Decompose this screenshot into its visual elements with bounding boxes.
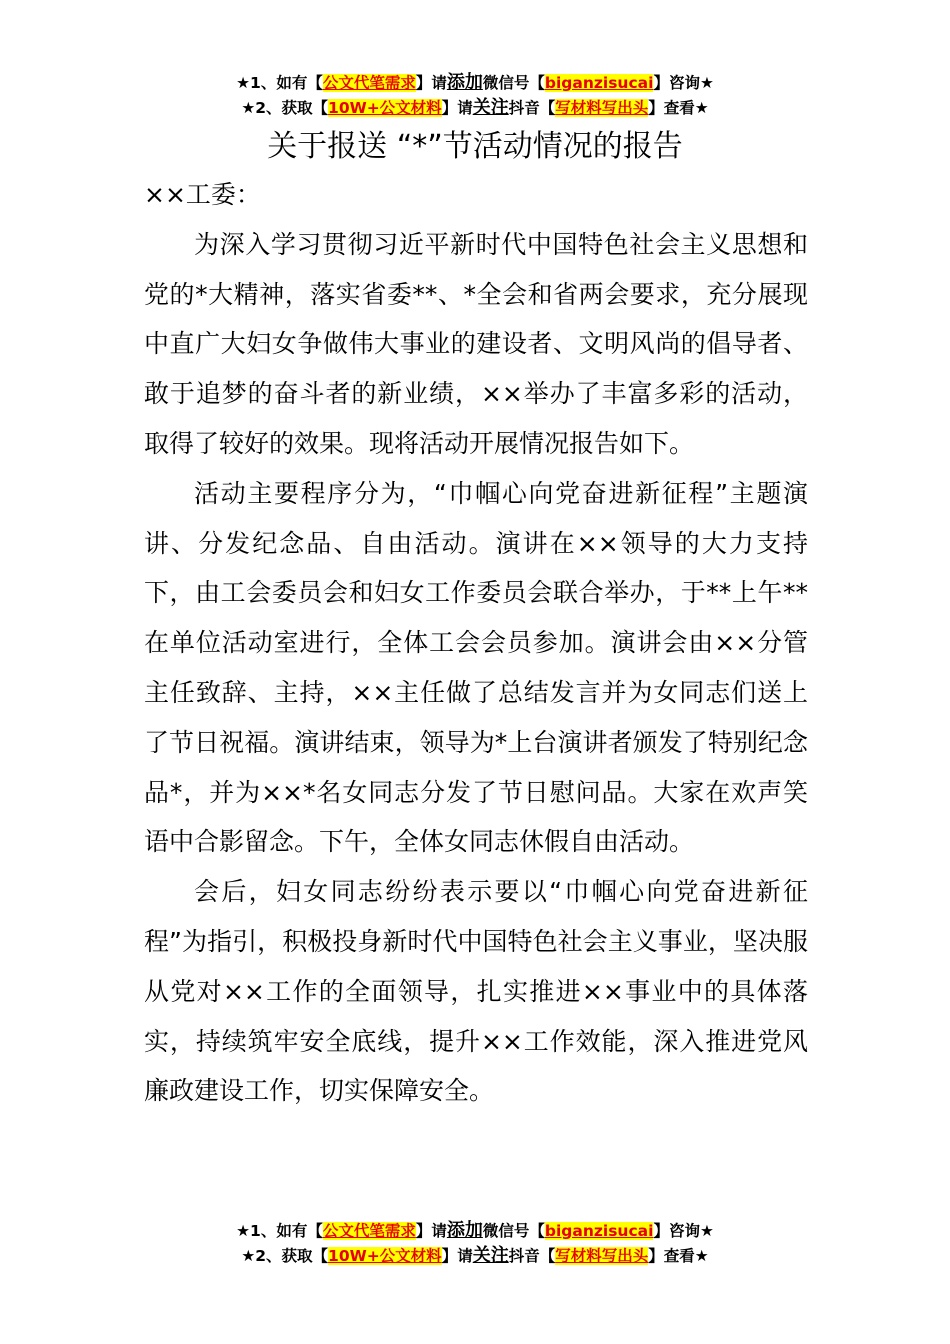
banner-line-1 [0, 1218, 950, 1243]
paragraph: 会后，妇女同志纷纷表示要以“巾帼心向党奋进新征程”为指引，积极投身新时代中国特色社会主义事业，坚决服从党对××工作的全面领导，扎实推进××事业中的具体落实，持续筑牢安全底线，提升××工作效能，深入推进党风廉政建设工作，切实保障安全。 [144, 877, 808, 1106]
banner-text: 微信号【 [482, 1222, 545, 1240]
banner-emphasis: 添加 [446, 72, 483, 93]
top-banner [0, 70, 950, 120]
salutation: ××工委： [144, 180, 261, 209]
banner-text: 】查看★ [648, 99, 709, 117]
banner-text: ★1、如有【 [236, 74, 323, 92]
banner-text: 】请 [415, 1222, 447, 1240]
highlight-douyin: 写材料写出头 [555, 99, 649, 117]
highlight-ghostwriting: 公文代笔需求 [322, 1222, 416, 1240]
banner-text: 】查看★ [648, 1247, 709, 1265]
bottom-banner [0, 1218, 950, 1268]
banner-text: 】请 [441, 99, 473, 117]
highlight-materials: 10W+公文材料 [328, 1247, 442, 1265]
banner-text: 】咨询★ [653, 74, 714, 92]
paragraph: 为深入学习贯彻习近平新时代中国特色社会主义思想和党的*大精神，落实省委**、*全会和省两会要求，充分展现中直广大妇女争做伟大事业的建设者、文明风尚的倡导者、敢于追梦的奋斗者的新业绩，××举办了丰富多彩的活动，取得了较好的效果。现将活动开展情况报告如下。 [144, 229, 808, 458]
banner-line-1 [0, 70, 950, 95]
highlight-wechat-id: biganzisucai [544, 74, 654, 92]
banner-emphasis: 关注 [472, 1245, 509, 1266]
banner-line-2 [0, 1243, 950, 1268]
banner-text: 抖音【 [508, 99, 556, 117]
banner-emphasis: 关注 [472, 97, 509, 118]
banner-text: 】请 [415, 74, 447, 92]
banner-line-2 [0, 95, 950, 120]
banner-text: 】请 [441, 1247, 473, 1265]
banner-text: 抖音【 [508, 1247, 556, 1265]
paragraph: 活动主要程序分为，“巾帼心向党奋进新征程”主题演讲、分发纪念品、自由活动。演讲在××领导的大力支持下，由工会委员会和妇女工作委员会联合举办，于**上午**在单位活动室进行，全体工会会员参加。演讲会由××分管主任致辞、主持，××主任做了总结发言并为女同志们送上了节日祝福。演讲结束，领导为*上台演讲者颁发了特别纪念品*，并为××*名女同志分发了节日慰问品。大家在欢声笑语中合影留念。下午，全体女同志休假自由活动。 [144, 478, 808, 857]
highlight-douyin: 写材料写出头 [555, 1247, 649, 1265]
banner-text: ★2、获取【 [241, 1247, 329, 1265]
document-title: 关于报送 “*”节活动情况的报告 [267, 129, 683, 164]
highlight-ghostwriting: 公文代笔需求 [322, 74, 416, 92]
document-body [144, 170, 808, 1116]
banner-text: ★2、获取【 [241, 99, 329, 117]
highlight-wechat-id: biganzisucai [544, 1222, 654, 1240]
banner-text: ★1、如有【 [236, 1222, 323, 1240]
banner-text: 微信号【 [482, 74, 545, 92]
highlight-materials: 10W+公文材料 [328, 99, 442, 117]
banner-text: 】咨询★ [653, 1222, 714, 1240]
banner-emphasis: 添加 [446, 1220, 483, 1241]
